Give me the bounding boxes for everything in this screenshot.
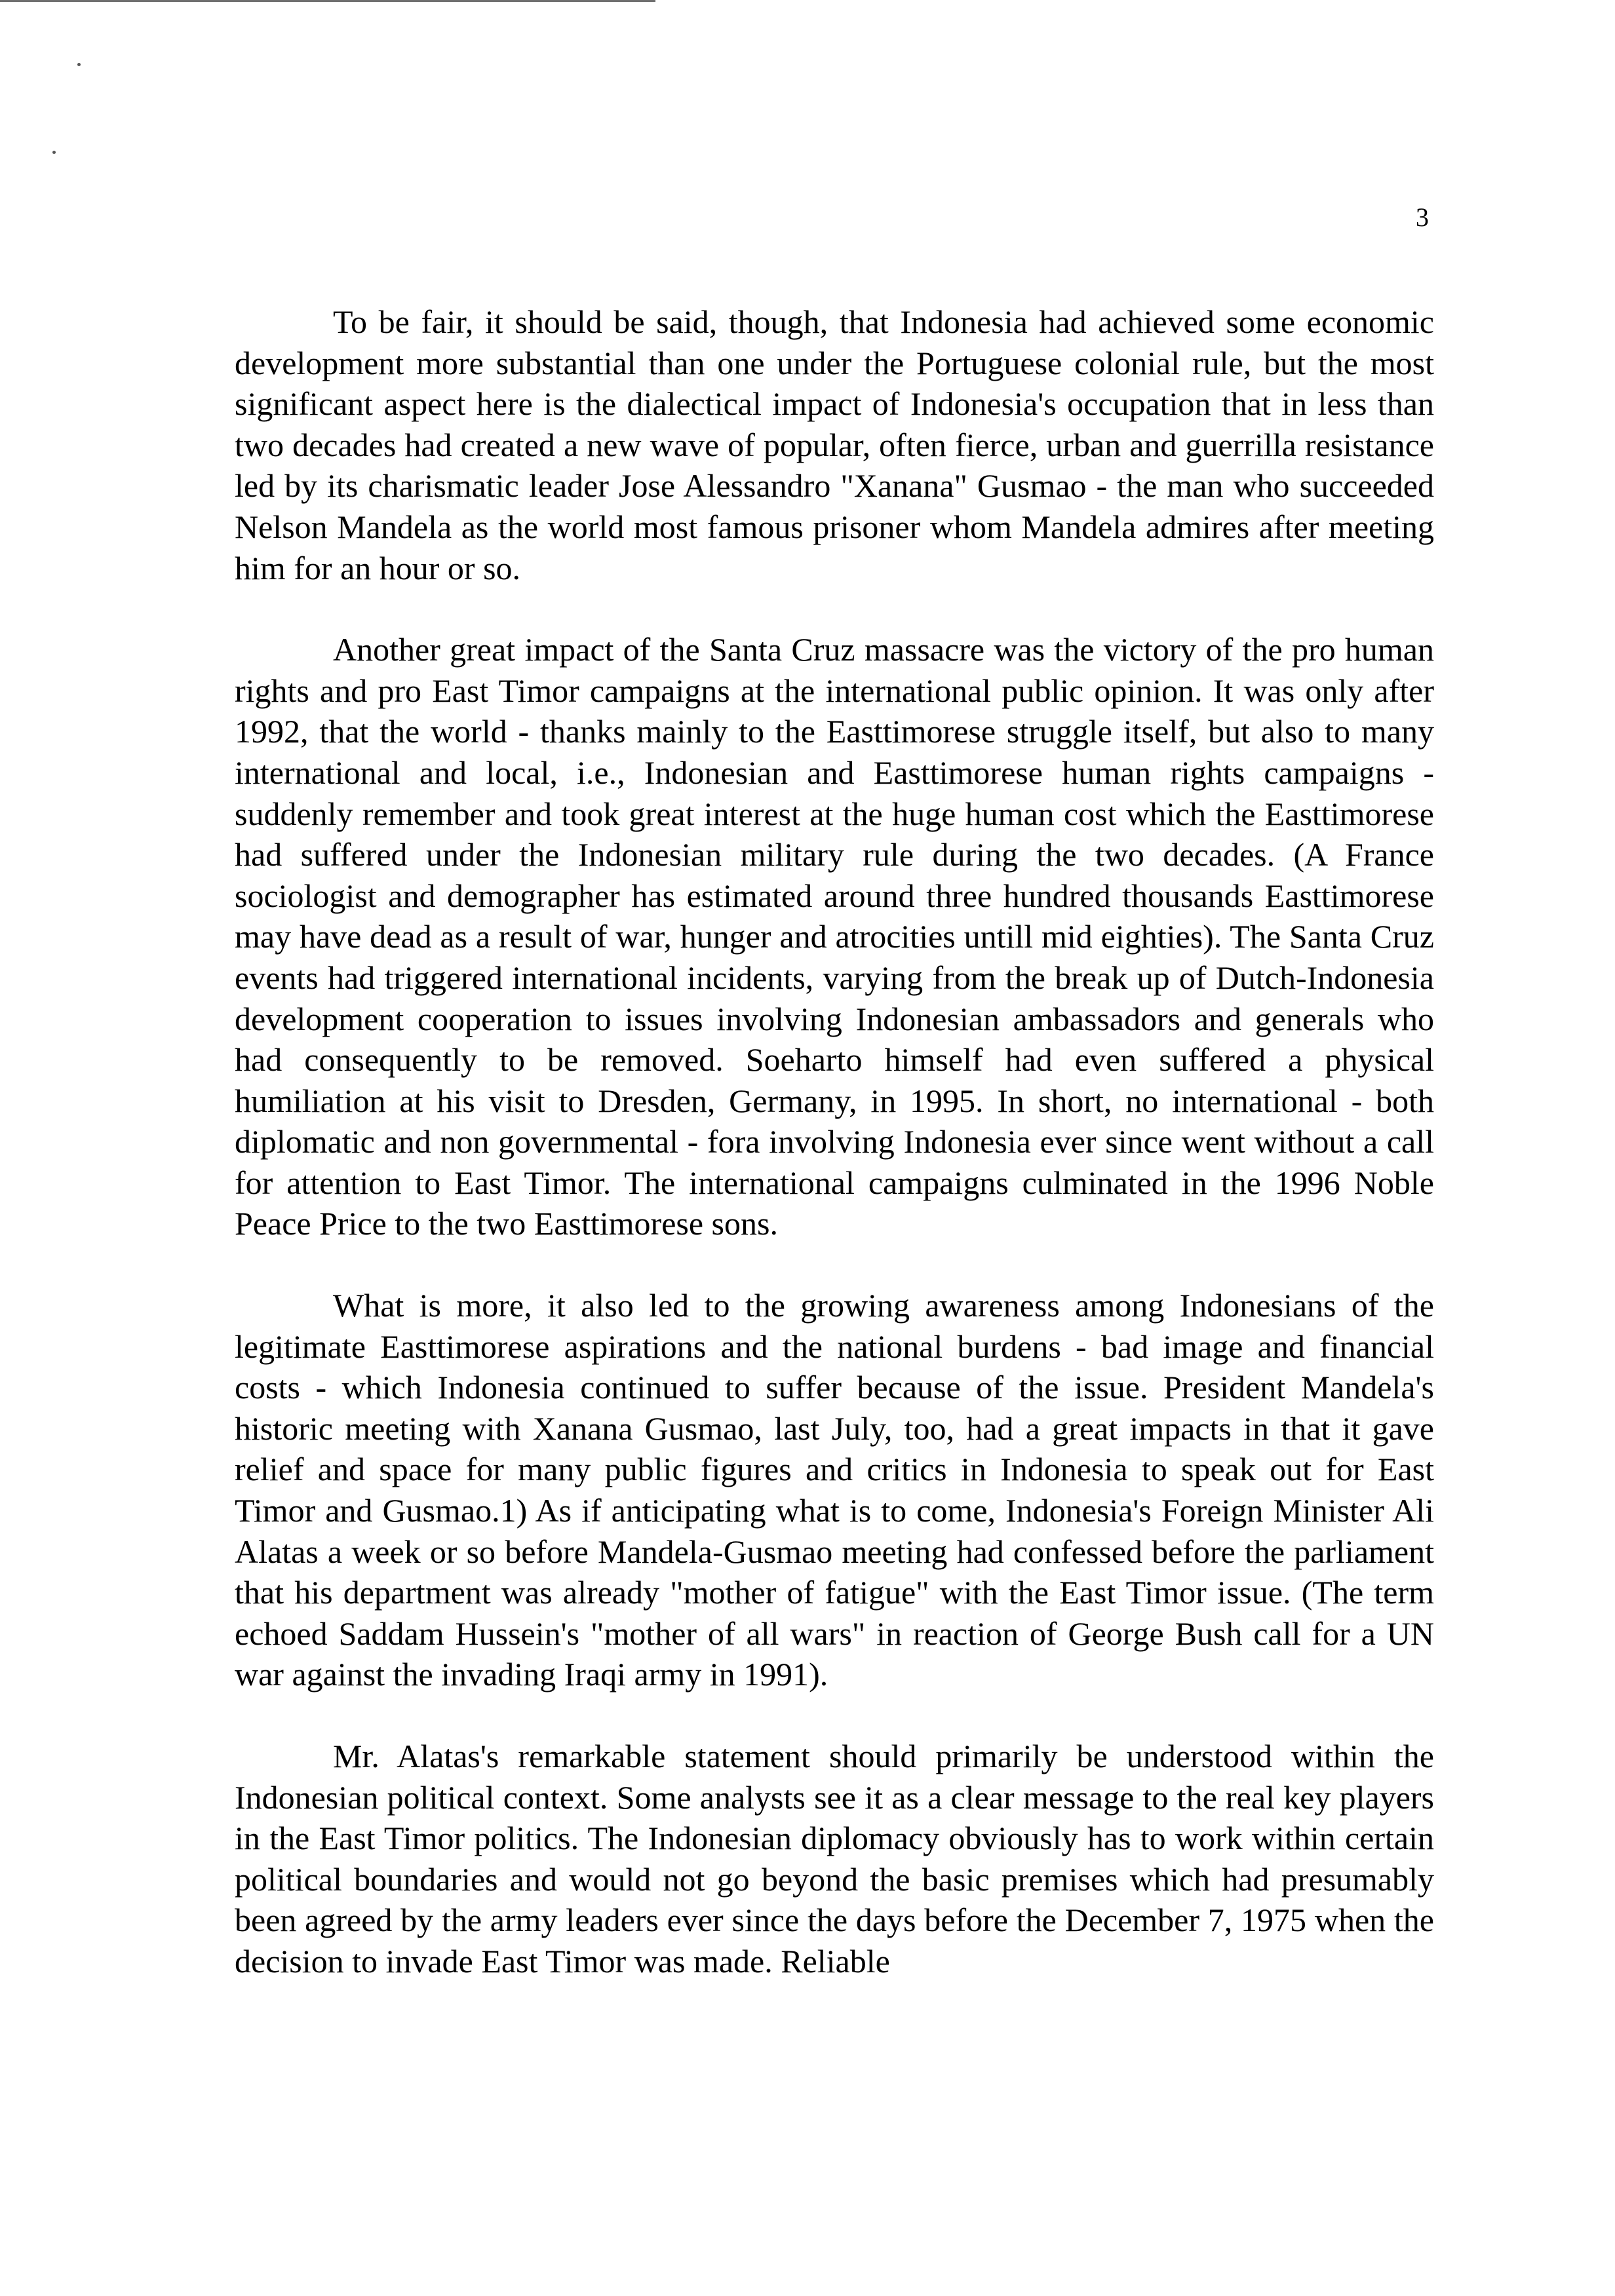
body-text: [235, 301, 1434, 1982]
paragraph-4: Mr. Alatas's remarkable statement should primarily be understood within the Indonesian political context. Some analysts see it as a clear message to the real key players in the East Timor politics. The Indonesian diplomacy obviously has to work within certain political boundaries and would not go beyond the basic premises which had presumably been agreed by the army leaders ever since the days before the December 7, 1975 when the decision to invade East Timor was made. Reliable: [235, 1738, 1434, 1980]
scan-edge-line: [0, 0, 655, 2]
page-number: 3: [1416, 202, 1429, 232]
scan-speck: [77, 63, 81, 66]
scan-speck: [52, 151, 56, 154]
paragraph-3: What is more, it also led to the growing awareness among Indonesians of the legitimate Easttimorese aspirations and the national burdens - bad image and financial costs - which Indonesia continued to suffer because of the issue. President Mandela's historic meeting with Xanana Gusmao, last July, too, had a great impacts in that it gave relief and space for many public figures and critics in Indonesia to speak out for East Timor and Gusmao.1) As if anticipating what is to come, Indonesia's Foreign Minister Ali Alatas a week or so before Mandela-Gusmao meeting had confessed before the parliament that his department was already "mother of fatigue" with the East Timor issue. (The term echoed Saddam Hussein's "mother of all wars" in reaction of George Bush call for a UN war against the invading Iraqi army in 1991).: [235, 1287, 1434, 1693]
paragraph-1: To be fair, it should be said, though, that Indonesia had achieved some economic development more substantial than one under the Portuguese colonial rule, but the most significant aspect here is the dialectical impact of Indonesia's occupation that in less than two decades had created a new wave of popular, often fierce, urban and guerrilla resistance led by its charismatic leader Jose Alessandro "Xanana" Gusmao - the man who succeeded Nelson Mandela as the world most famous prisoner whom Mandela admires after meeting him for an hour or so.: [235, 303, 1434, 586]
paragraph-2: Another great impact of the Santa Cruz massacre was the victory of the pro human rights and pro East Timor campaigns at the international public opinion. It was only after 1992, that the world - thanks mainly to the Easttimorese struggle itself, but also to many international and local, i.e., Indonesian and Easttimorese human rights campaigns - suddenly remember and took great interest at the huge human cost which the Easttimorese had suffered under the Indonesian military rule during the two decades. (A France sociologist and demographer has estimated around three hundred thousands Easttimorese may have dead as a result of war, hunger and atrocities untill mid eighties). The Santa Cruz events had triggered international incidents, varying from the break up of Dutch-Indonesia development cooperation to issues involving Indonesian ambassadors and generals who had consequently to be removed. Soeharto himself had even suffered a physical humiliation at his visit to Dresden, Germany, in 1995. In short, no international - both diplomatic and non governmental - fora involving Indonesia ever since went without a call for attention to East Timor. The international campaigns culminated in the 1996 Noble Peace Price to the two Easttimorese sons.: [235, 631, 1434, 1242]
